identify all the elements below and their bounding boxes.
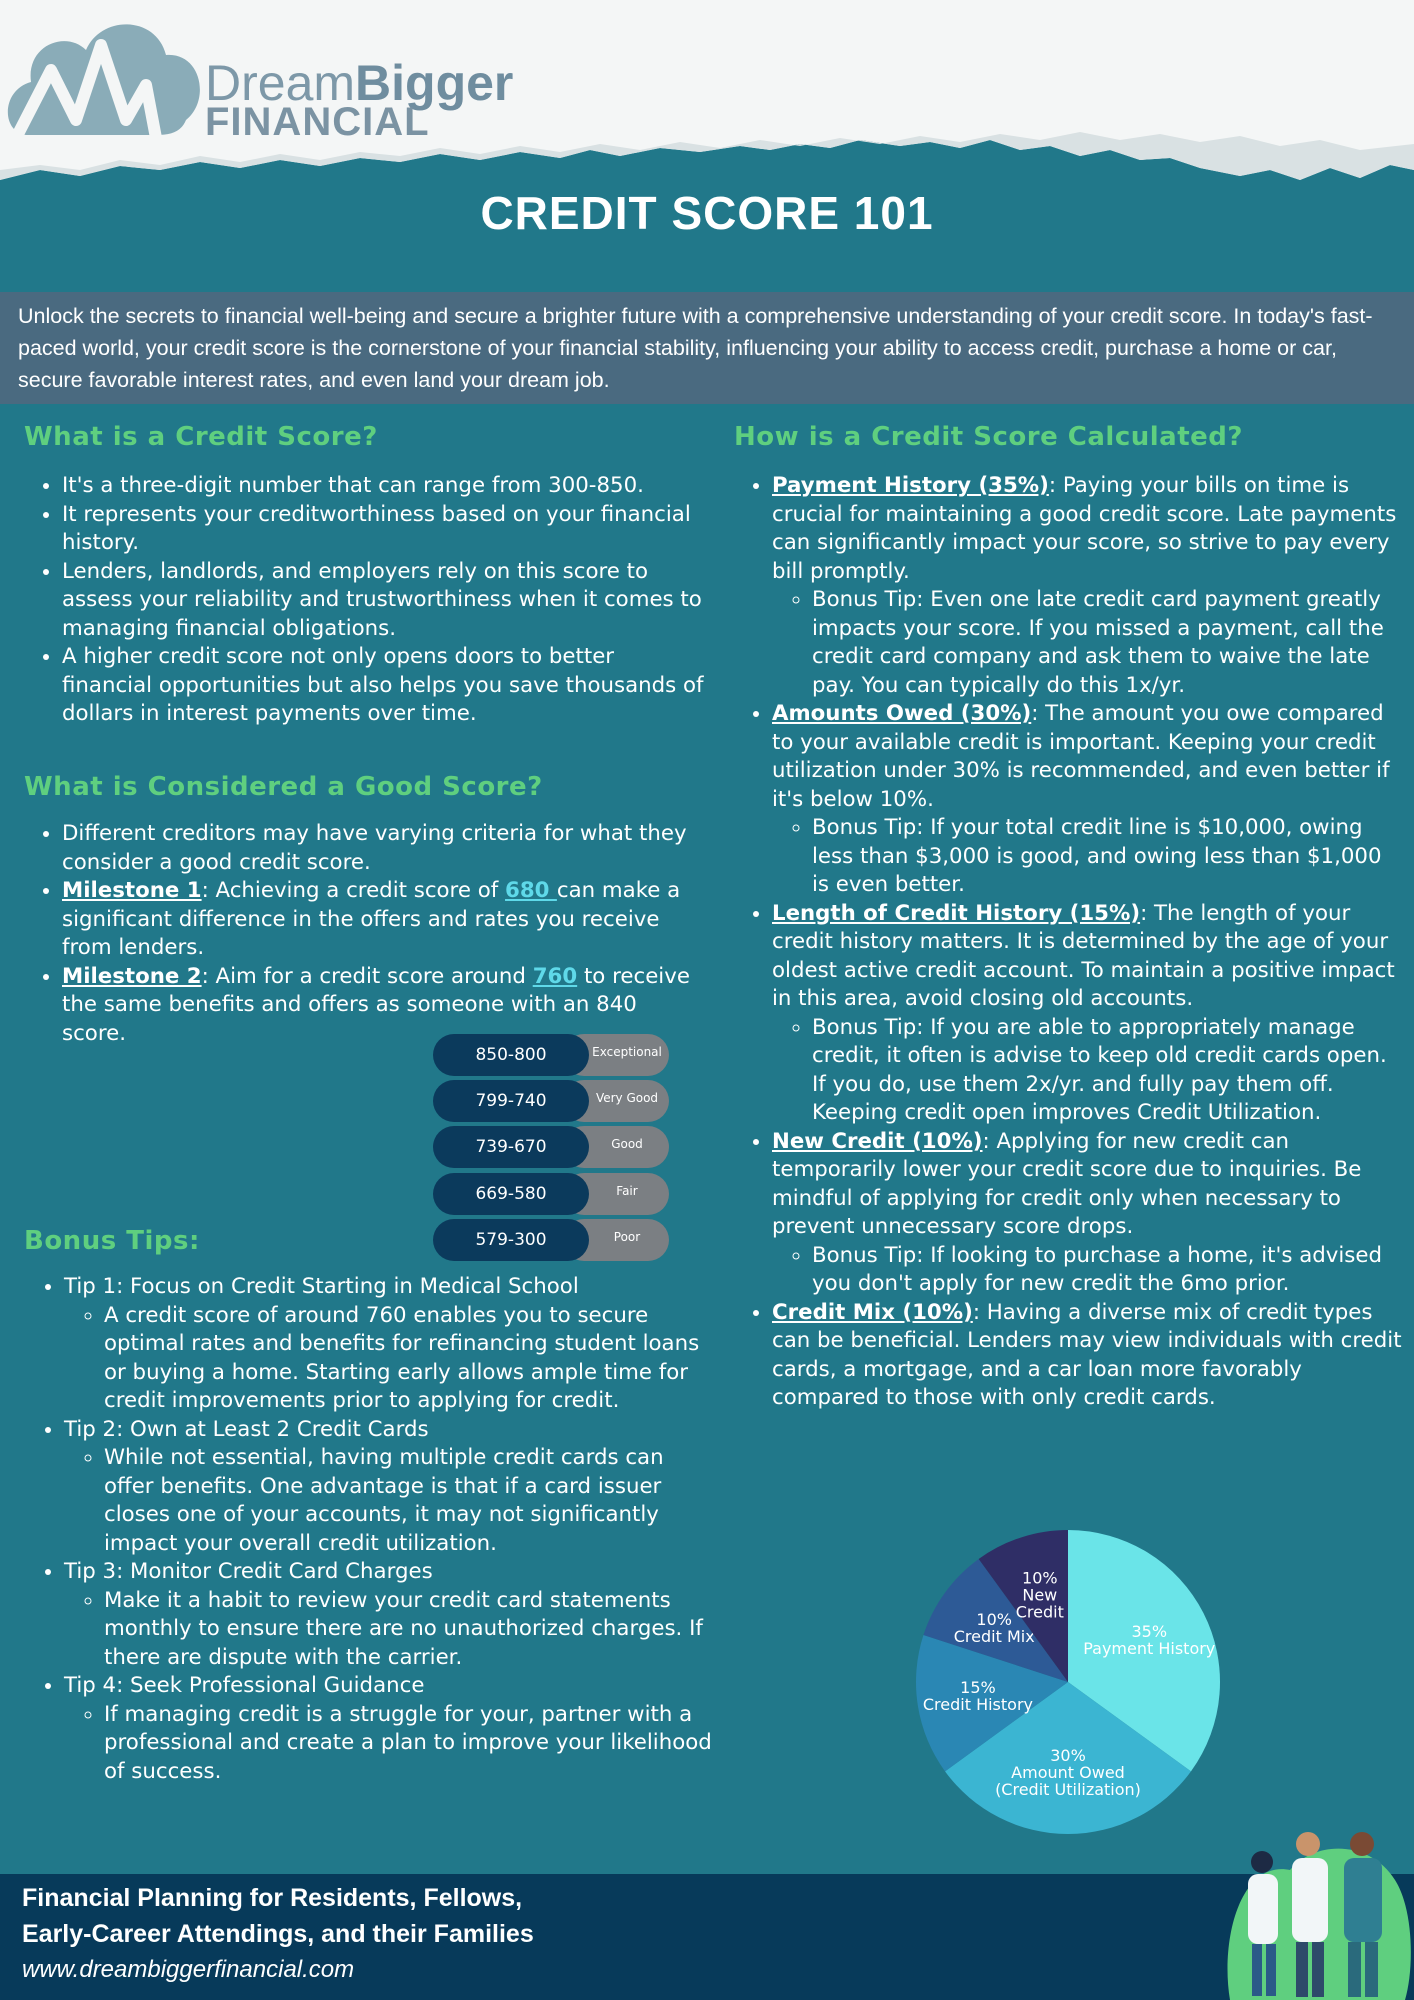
score-range-pill: [433, 1080, 669, 1122]
factor-item: [772, 1128, 1404, 1299]
brand-dream: Dream: [205, 55, 356, 111]
pie-slice-label: 15% Credit History: [922, 1677, 1033, 1714]
score-range-label: Good: [563, 1126, 669, 1168]
bonus-tips-heading: Bonus Tips:: [24, 1226, 200, 1256]
header-torn-paper: [0, 0, 1414, 300]
score-range-value: 739-670: [433, 1126, 589, 1168]
score-range-label: Poor: [563, 1219, 669, 1261]
list-item: • Lenders, landlords, and employers rely on this score to assess your reliability and trustworthiness when it comes to managing financial obligations.: [62, 558, 704, 644]
tip-detail: ◦ While not essential, having multiple credit cards can offer benefits. One advantage is that if a card issuer closes one of your accounts, it may not significantly impact your overall credit utilization.: [104, 1444, 716, 1558]
what-is-list: [24, 472, 704, 729]
milestone-1-item: [62, 877, 704, 963]
footer: [0, 1874, 1414, 2000]
brand-bigger: Bigger: [355, 55, 514, 111]
tip-item: [64, 1416, 716, 1559]
pie-slice-label: 10% New Credit: [1015, 1568, 1064, 1622]
score-range-pill: [433, 1034, 669, 1076]
score-range-label: Very Good: [563, 1080, 669, 1122]
tip-title: Tip 4: Seek Professional Guidance: [64, 1673, 425, 1698]
milestone-2-text-a: : Aim for a credit score around: [201, 963, 533, 989]
factor-text: : Applying for new credit can temporarily lower your credit score due to inquiries. Be mindful of applying for credit only when necessary to prevent unnecessary score drops.: [772, 1128, 1362, 1239]
tip-item: [64, 1273, 716, 1416]
factor-text: : Paying your bills on time is crucial for maintaining a good credit score. Late payments can significantly impact your score, so strive to pay every bill promptly.: [772, 473, 1397, 584]
cloud-logo-icon: [6, 10, 206, 140]
list-item: • It represents your creditworthiness based on your financial history.: [62, 501, 704, 558]
brand-financial: FINANCIAL: [205, 100, 430, 144]
score-range-pill: [433, 1219, 669, 1261]
score-range-value: 850-800: [433, 1034, 589, 1076]
score-range-label: Fair: [563, 1173, 669, 1215]
footer-tagline-1: Financial Planning for Residents, Fellows,: [22, 1884, 523, 1912]
milestone-1-text-b: can make a significant difference in the offers and rates you receive from lenders.: [62, 878, 681, 960]
factor-tip: ◦ Bonus Tip: If looking to purchase a home, it's advised you don't apply for new credit the 6mo prior.: [812, 1242, 1404, 1299]
factor-tip: ◦ Bonus Tip: Even one late credit card payment greatly impacts your score. If you missed a payment, call the credit card company and ask them to waive the late pay. You can typically do this 1x/yr.: [812, 586, 1404, 700]
footer-website-link[interactable]: www.dreambiggerfinancial.com: [22, 1956, 355, 1983]
what-is-heading: What is a Credit Score?: [24, 422, 378, 452]
factor-tip: ◦ Bonus Tip: If your total credit line is $10,000, owing less than $3,000 is good, and owing less than $1,000 is even better.: [812, 814, 1404, 900]
pie-slice-label: 35% Payment History: [1083, 1622, 1216, 1659]
milestone-2-text-b: to receive the same benefits and offers as someone with an 840 score.: [62, 963, 690, 1046]
tip-detail: ◦ Make it a habit to review your credit card statements monthly to ensure there are no unauthorized charges. If there are dispute with the carrier.: [104, 1587, 716, 1673]
factor-item: [772, 900, 1404, 1128]
milestone-2-label: Milestone 2: [62, 963, 202, 989]
factor-text: : Having a diverse mix of credit types can be beneficial. Lenders may view individuals with credit cards, a mortgage, and a car loan more favorably compared to those with only credit cards.: [772, 1299, 1402, 1410]
bonus-tips-list: [26, 1273, 716, 1786]
score-range-label: Exceptional: [563, 1034, 669, 1076]
factor-tip: ◦ Bonus Tip: If you are able to appropriately manage credit, it often is advise to keep old credit cards open. If you do, use them 2x/yr. and fully pay them off. Keeping credit open improves Credit Utilization.: [812, 1014, 1404, 1128]
score-range-pill: [433, 1126, 669, 1168]
page-title: CREDIT SCORE 101: [480, 187, 934, 239]
calc-heading: How is a Credit Score Calculated?: [734, 422, 1243, 452]
tip-item: [64, 1558, 716, 1672]
intro-band: Unlock the secrets to financial well-being and secure a brighter future with a comprehensive understanding of your credit score. In today's fast-paced world, your credit score is the cornerstone of your financial stability, influencing your ability to access credit, purchase a home or car, secure favorable interest rates, and even land your dream job.: [0, 292, 1414, 404]
factor-item: [772, 472, 1404, 700]
credit-score-pie-chart: [900, 1520, 1240, 1840]
doctors-illustration: [1220, 1800, 1414, 2000]
score-range-value: 579-300: [433, 1219, 589, 1261]
score-range-pill: [433, 1173, 669, 1215]
pie-slice-label: 10% Credit Mix: [953, 1609, 1035, 1646]
good-score-list: [24, 820, 704, 1048]
milestone-1-value: 680: [505, 878, 557, 903]
milestone-2-value: 760: [532, 963, 578, 989]
factor-label: Amounts Owed (30%): [772, 701, 1032, 726]
tip-title: Tip 2: Own at Least 2 Credit Cards: [64, 1416, 429, 1442]
factor-label: Length of Credit History (15%): [772, 900, 1141, 926]
milestone-1-text-a: : Achieving a credit score of: [201, 878, 506, 903]
factor-item: [772, 1299, 1404, 1413]
tip-title: Tip 1: Focus on Credit Starting in Medical School: [64, 1274, 579, 1299]
list-item: • Different creditors may have varying criteria for what they consider a good credit score.: [62, 820, 704, 877]
score-range-value: 799-740: [433, 1080, 589, 1122]
pie-slice-label: 30% Amount Owed (Credit Utilization): [995, 1746, 1141, 1800]
factor-text: : The amount you owe compared to your available credit is important. Keeping your credit utilization under 30% is recommended, and even better if it's below 10%.: [772, 701, 1390, 812]
calc-list: [734, 472, 1404, 1413]
score-range-value: 669-580: [433, 1173, 589, 1215]
factor-label: Payment History (35%): [772, 473, 1049, 498]
factor-item: [772, 700, 1404, 900]
factor-text: : The length of your credit history matters. It is determined by the age of your oldest active credit account. To maintain a positive impact in this area, avoid closing old accounts.: [772, 900, 1395, 1011]
list-item: • A higher credit score not only opens doors to better financial opportunities but also helps you save thousands of dollars in interest payments over time.: [62, 643, 704, 729]
good-score-heading: What is Considered a Good Score?: [24, 772, 543, 802]
tip-title: Tip 3: Monitor Credit Card Charges: [64, 1559, 433, 1584]
tip-detail: ◦ If managing credit is a struggle for your, partner with a professional and create a plan to improve your likelihood of success.: [104, 1701, 716, 1787]
footer-tagline-2: Early-Career Attendings, and their Families: [22, 1920, 534, 1948]
tip-item: [64, 1672, 716, 1786]
brand-name: [205, 55, 514, 144]
factor-label: Credit Mix (10%): [772, 1299, 973, 1325]
list-item: • It's a three-digit number that can range from 300-850.: [62, 472, 704, 501]
tip-detail: ◦ A credit score of around 760 enables you to secure optimal rates and benefits for refinancing student loans or buying a home. Starting early allows ample time for credit improvements prior to applying for credit.: [104, 1302, 716, 1416]
factor-label: New Credit (10%): [772, 1128, 983, 1154]
milestone-1-label: Milestone 1: [62, 878, 202, 903]
